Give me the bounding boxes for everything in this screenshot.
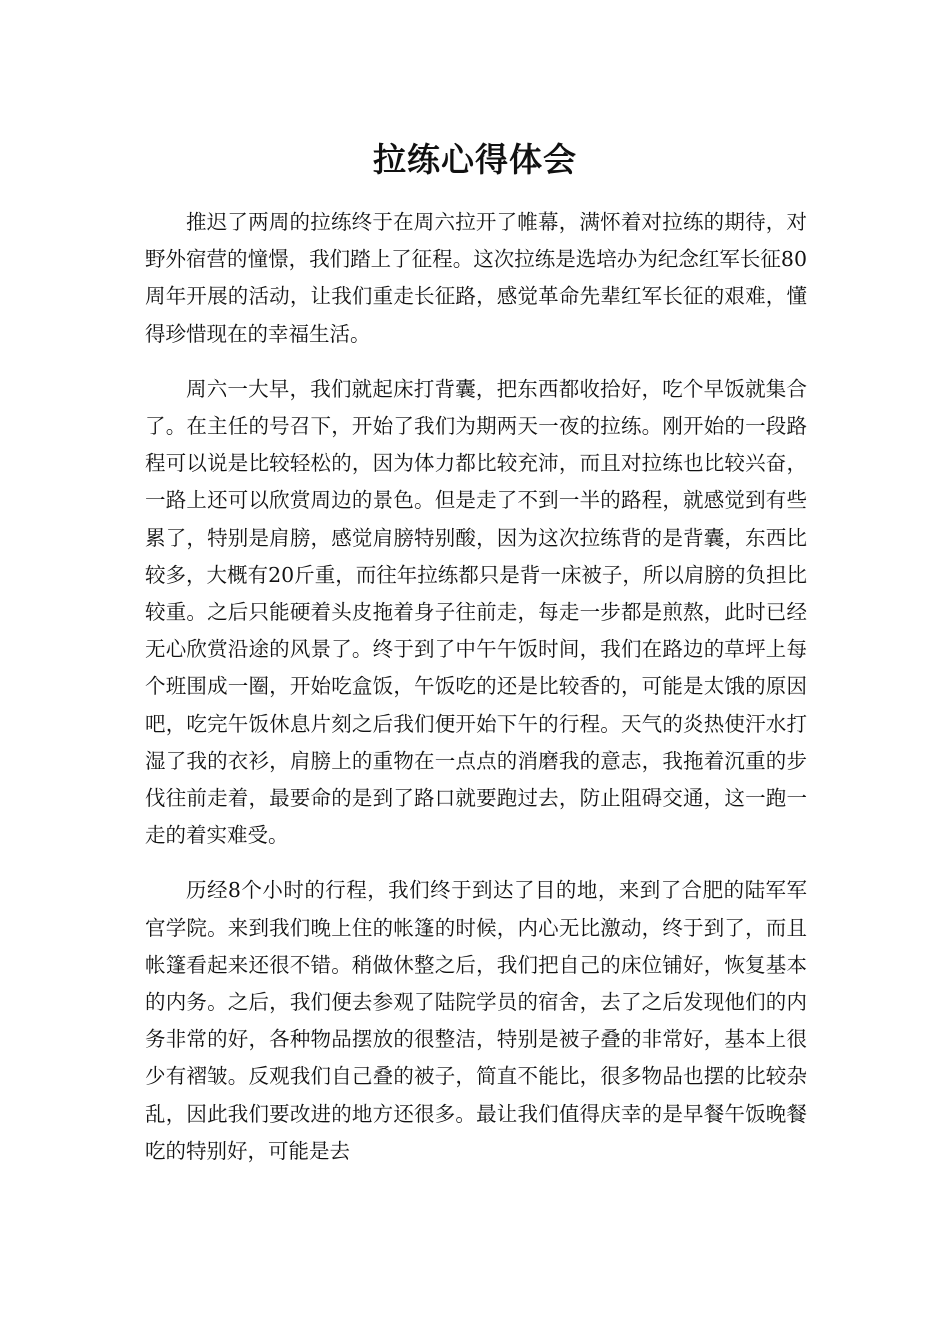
document-body: [145, 204, 807, 1188]
paragraph-2: 周六一大早，我们就起床打背囊，把东西都收拾好，吃个早饭就集合了。在主任的号召下，开始了我们为期两天一夜的拉练。刚开始的一段路程可以说是比较轻松的，因为体力都比较充沛，而且对拉练也比较兴奋，一路上还可以欣赏周边的景色。但是走了不到一半的路程，就感觉到有些累了，特别是肩膀，感觉肩膀特别酸，因为这次拉练背的是背囊，东西比较多，大概有20斤重，而往年拉练都只是背一床被子，所以肩膀的负担比较重。之后只能硬着头皮拖着身子往前走，每走一步都是煎熬，此时已经无心欣赏沿途的风景了。终于到了中午午饭时间，我们在路边的草坪上每个班围成一圈，开始吃盒饭，午饭吃的还是比较香的，可能是太饿的原因吧，吃完午饭休息片刻之后我们便开始下午的行程。天气的炎热使汗水打湿了我的衣衫，肩膀上的重物在一点点的消磨我的意志，我拖着沉重的步伐往前走着，最要命的是到了路口就要跑过去，防止阻碍交通，这一跑一走的着实难受。: [145, 376, 807, 848]
paragraph-1: 推迟了两周的拉练终于在周六拉开了帷幕，满怀着对拉练的期待，对野外宿营的憧憬，我们踏上了征程。这次拉练是选培办为纪念红军长征80周年开展的活动，让我们重走长征路，感觉革命先辈红军长征的艰难，懂得珍惜现在的幸福生活。: [145, 210, 807, 346]
paragraph-3: 历经8个小时的行程，我们终于到达了目的地，来到了合肥的陆军军官学院。来到我们晚上住的帐篷的时候，内心无比激动，终于到了，而且帐篷看起来还很不错。稍做休整之后，我们把自己的床位铺好，恢复基本的内务。之后，我们便去参观了陆院学员的宿舍，去了之后发现他们的内务非常的好，各种物品摆放的很整洁，特别是被子叠的非常好，基本上很少有褶皱。反观我们自己叠的被子，简直不能比，很多物品也摆的比较杂乱，因此我们要改进的地方还很多。最让我们值得庆幸的是早餐午饭晚餐吃的特别好，可能是去: [145, 878, 807, 1163]
document-title: 拉练心得体会: [373, 140, 577, 180]
